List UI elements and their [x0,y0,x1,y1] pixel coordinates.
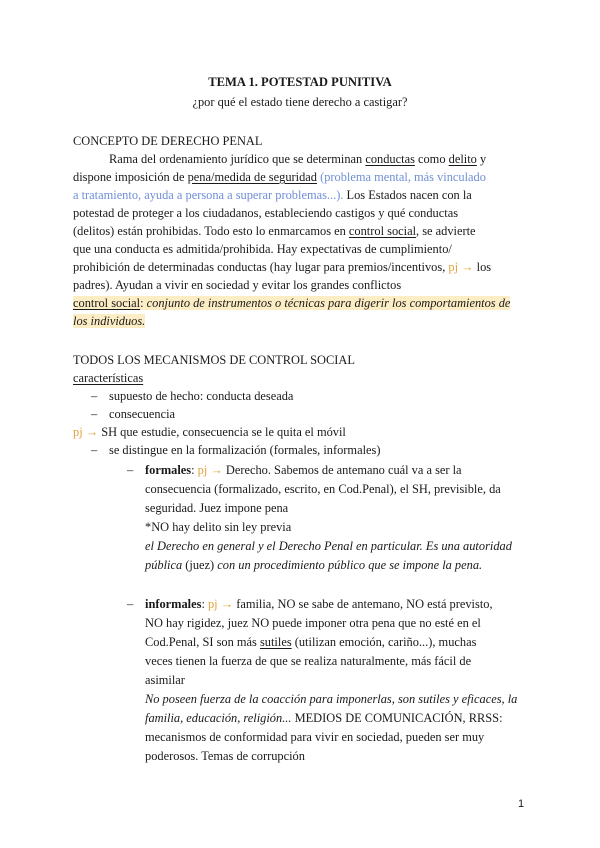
paragraph-line [73,223,476,239]
list-dash: – [91,443,98,457]
informales-line [145,710,503,726]
paragraph-line: que una conducta es admitida/prohibida. Hay expectativas de cumplimiento/ [73,242,452,256]
informales-line: No poseen fuerza de la coacción para imponerlas, son sutiles y eficaces, la [145,692,518,706]
text: , se advierte [416,224,476,238]
page-title: TEMA 1. POTESTAD PUNITIVA [208,75,392,89]
text: SH que estudie, consecuencia se le quita el móvil [101,425,346,439]
paragraph-line [109,151,486,167]
formales-label: formales [145,463,192,477]
pj-marker: pj → [448,260,477,274]
formales-line: el Derecho en general y el Derecho Penal en particular. Es una autoridad [145,539,512,553]
text: Rama del ordenamiento jurídico que se determinan [109,152,366,166]
term-pena: pena/medida de seguridad [187,170,317,184]
text: (utilizan emoción, cariño...), muchas [291,635,477,649]
page-subtitle: ¿por qué el estado tiene derecho a castigar? [192,95,408,109]
list-dash: – [127,597,134,611]
list-item: supuesto de hecho: conducta deseada [109,389,294,403]
paragraph-line [73,169,486,185]
definition-term: control social [73,296,141,310]
paragraph-line [73,187,472,203]
list-dash: – [91,407,98,421]
text: MEDIOS DE COMUNICACIÓN, RRSS: [291,711,503,725]
text: (juez) [182,558,218,572]
formales-line: *NO hay delito sin ley previa [145,520,292,534]
term-sutiles: sutiles [259,635,292,649]
term-control-social: control social [348,224,417,238]
paragraph-line [73,259,491,275]
formales-line [145,462,462,478]
informales-line [145,596,493,612]
informales-line: poderosos. Temas de corrupción [145,749,305,763]
blue-note: (problema mental, más vinculado [316,170,486,184]
formales-line: consecuencia (formalizado, escrito, en Cod.Penal), el SH, previsible, da [145,482,501,496]
list-item: se distingue en la formalización (formales, informales) [109,443,381,457]
pj-marker: pj → [73,425,102,439]
text: familia, NO se sabe de antemano, NO está previsto, [236,597,493,611]
pj-line [73,424,346,440]
definition-text: conjunto de instrumentos o técnicas para digerir los comportamientos de [146,296,511,310]
text: : [140,296,147,310]
page-number: 1 [518,798,525,810]
text: familia, educación, religión... [145,711,292,725]
list-dash: – [127,463,134,477]
list-dash: – [91,389,98,403]
subheading-caracteristicas: características [73,371,144,385]
blue-note: a tratamiento, ayuda a persona a superar problemas...). [73,188,344,202]
section-heading-concepto: CONCEPTO DE DERECHO PENAL [73,134,263,148]
paragraph-line: potestad de proteger a los ciudadanos, estableciendo castigos y qué conductas [73,206,459,220]
informales-label: informales [145,597,202,611]
term-delito: delito [448,152,477,166]
list-item: consecuencia [109,407,176,421]
text: (delitos) están prohibidas. Todo esto lo enmarcamos en [73,224,349,238]
informales-line [145,634,476,650]
definition-line [73,295,510,311]
formales-line: seguridad. Juez impone pena [145,501,289,515]
section-heading-mecanismos: TODOS LOS MECANISMOS DE CONTROL SOCIAL [73,353,355,367]
definition-text: los individuos. [73,314,146,328]
informales-line: veces tienen la fuerza de que se realiza naturalmente, más fácil de [145,654,472,668]
text: dispone imposición de [73,170,188,184]
term-conductas: conductas [365,152,415,166]
informales-line: NO hay rigidez, juez NO puede imponer otra pena que no esté en el [145,616,481,630]
informales-line: mecanismos de conformidad para vivir en sociedad, pueden ser muy [145,730,485,744]
informales-line: asimilar [145,673,185,687]
text: pública [145,558,183,572]
text: : [201,597,208,611]
text: prohibición de determinadas conductas (hay lugar para premios/incentivos, [73,260,449,274]
paragraph-line: padres). Ayudan a vivir en sociedad y evitar los grandes conflictos [73,278,402,292]
text: y [476,152,487,166]
text: como [414,152,449,166]
pj-marker: pj → [197,463,226,477]
text: Cod.Penal, SI son más [145,635,260,649]
text: Los Estados nacen con la [343,188,472,202]
definition-line [73,313,145,329]
text: los [476,260,492,274]
text: Derecho. Sabemos de antemano cuál va a ser la [225,463,462,477]
text: con un procedimiento público que se impone la pena. [217,558,483,572]
text: : [191,463,198,477]
pj-marker: pj → [207,597,237,611]
formales-line [145,557,482,573]
